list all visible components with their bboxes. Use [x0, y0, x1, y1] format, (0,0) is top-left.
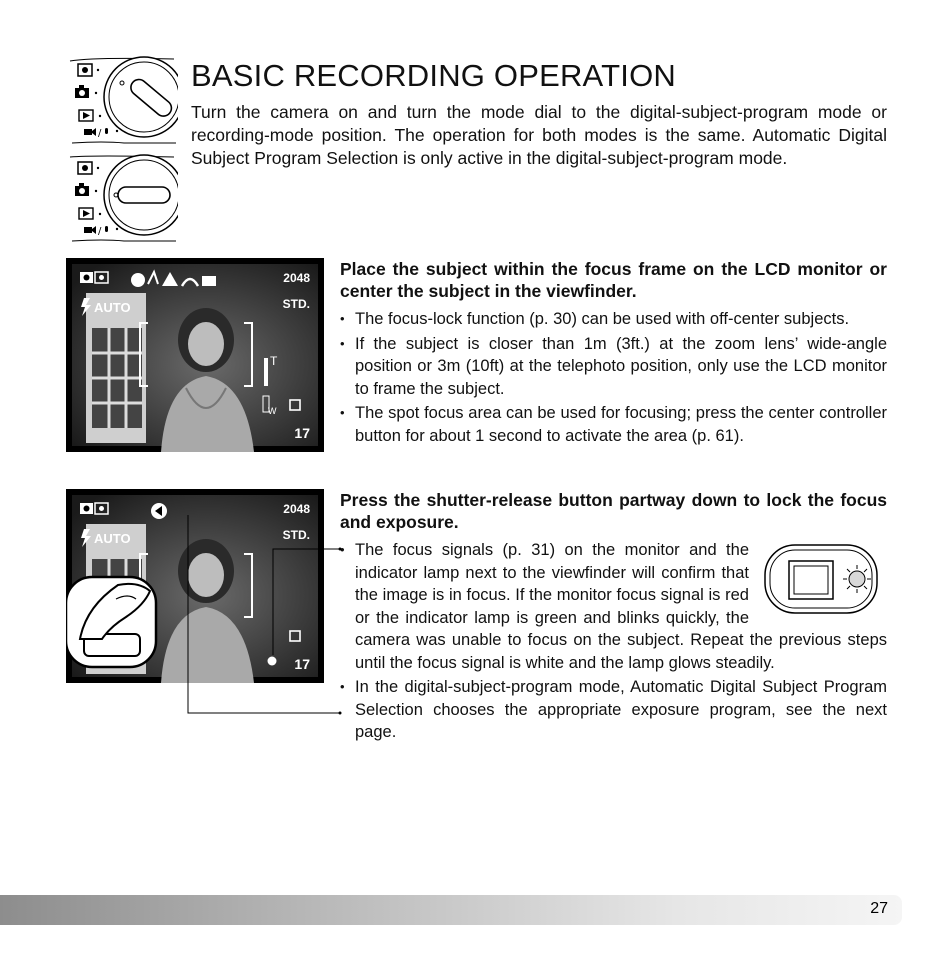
step-bullet-list	[340, 308, 887, 447]
footer-bar	[0, 895, 902, 925]
zoom-tele-label: T	[270, 354, 278, 368]
frame-counter: 17	[294, 656, 310, 672]
svg-text:/: /	[98, 128, 102, 139]
quality-indicator: STD.	[282, 528, 310, 542]
image-size-indicator: 2048	[283, 271, 310, 285]
mode-dial-recording-illustration	[64, 153, 178, 243]
scene-mode-icon	[78, 64, 92, 76]
list-item: • In the digital-subject-program mode, Automatic Digital Subject Program Selection chooses the appropriate exposure program, see the next page.	[340, 676, 887, 744]
step-frame-subject	[340, 258, 887, 449]
camera-icon	[75, 85, 89, 98]
viewfinder-indicator-lamp-illustration	[761, 539, 889, 619]
list-item: • The focus signals (p. 31) on the monitor and the indicator lamp next to the viewfinder will confirm that the image is in focus. If the monitor focus signal is red or the indicator lamp is green and blinks quickly, the camera was unable to focus on the subject. Repeat the previous steps until the focus signal is white and the lamp glows steadily.	[340, 539, 887, 674]
quality-indicator: STD.	[282, 297, 310, 311]
step-bullet-list	[340, 539, 887, 744]
lcd-monitor-framing-illustration	[66, 258, 324, 452]
svg-text:/: /	[98, 226, 102, 237]
movie-voice-icon	[84, 226, 108, 237]
page-number: 27	[870, 900, 888, 917]
scene-mode-icon	[78, 162, 92, 174]
image-size-indicator: 2048	[283, 502, 310, 516]
step-heading: Place the subject within the focus frame on the LCD monitor or center the subject in the viewfinder.	[340, 259, 887, 301]
list-item: • If the subject is closer than 1m (3ft.) at the zoom lens’ wide-angle position or 3m (10ft) at the telephoto position, only use the LCD monitor to frame the subject.	[340, 333, 887, 401]
intro-paragraph: Turn the camera on and turn the mode dial to the digital-subject-program mode or recording-mode position. The operation for both modes is the same. Automatic Digital Subject Program Selection is only active in the digital-subject-program mode.	[191, 102, 887, 168]
list-item: • The spot focus area can be used for focusing; press the center controller button for about 1 second to activate the area (p. 61).	[340, 402, 887, 447]
list-item: • The focus-lock function (p. 30) can be used with off-center subjects.	[340, 308, 887, 331]
playback-icon	[79, 208, 93, 219]
step-lock-focus	[340, 489, 887, 746]
lcd-monitor-focus-lock-illustration	[66, 489, 324, 683]
camera-icon	[75, 183, 89, 196]
focus-signal-icon	[268, 657, 277, 666]
finger-pressing-shutter-icon	[66, 577, 156, 667]
window-frame-background	[86, 293, 146, 443]
playback-icon	[79, 110, 93, 121]
movie-voice-icon	[84, 128, 108, 139]
page-title: BASIC RECORDING OPERATION	[191, 58, 676, 93]
frame-counter: 17	[294, 425, 310, 441]
step-heading: Press the shutter-release button partway down to lock the focus and exposure.	[340, 490, 887, 532]
flash-mode-indicator: AUTO	[94, 300, 131, 315]
zoom-wide-label: W	[268, 406, 277, 416]
mode-dial-digital-subject-program-illustration	[64, 55, 178, 145]
flash-mode-indicator: AUTO	[94, 531, 131, 546]
